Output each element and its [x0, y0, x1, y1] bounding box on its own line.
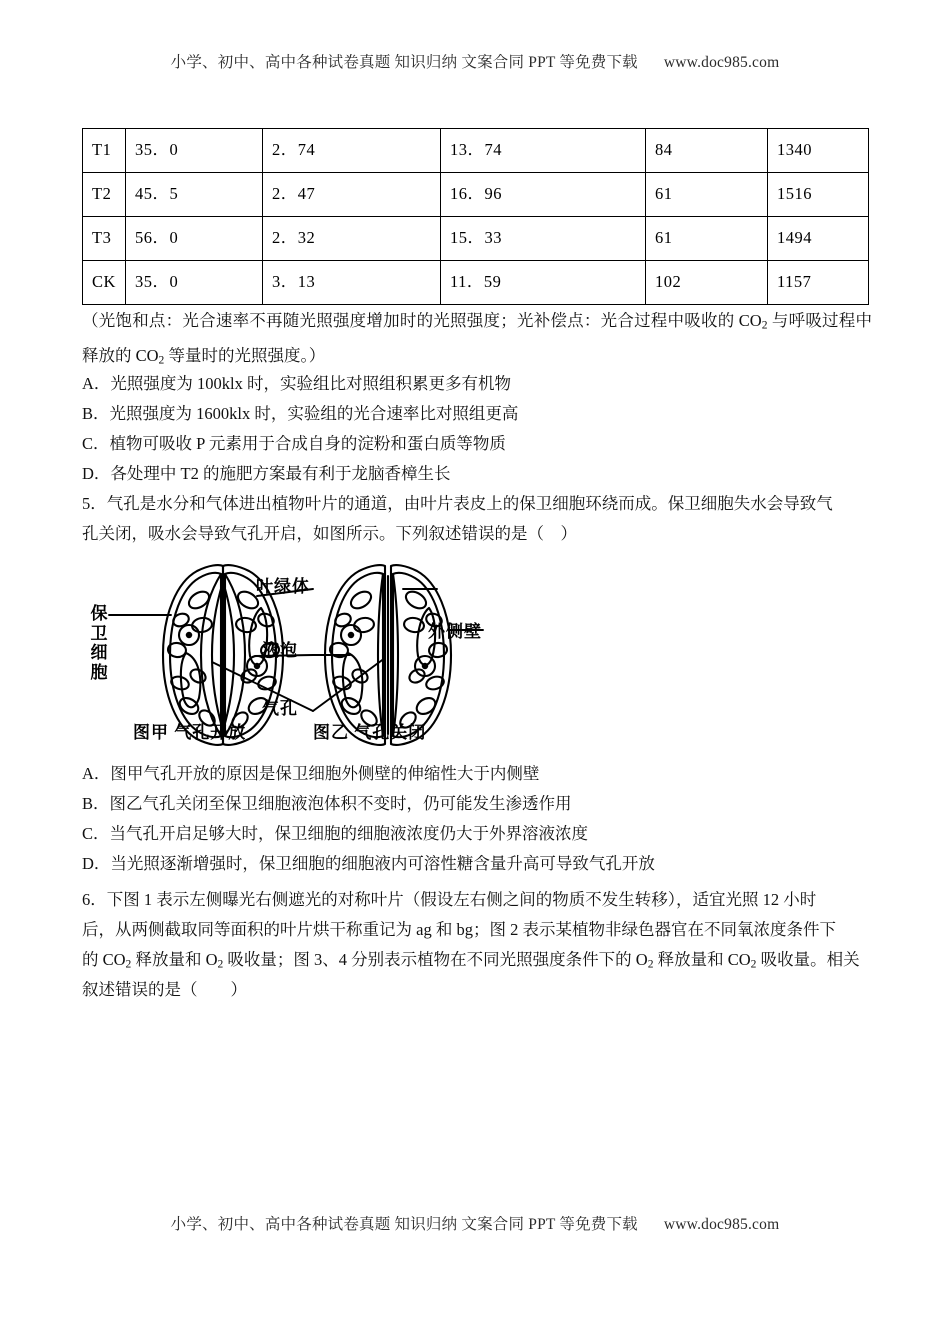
cell-value-2: 2．74 — [263, 129, 441, 173]
cell-treatment: T1 — [83, 129, 126, 173]
note-line-1: （光饱和点：光合速率不再随光照强度增加时的光照强度；光补偿点：光合过程中吸收的 CO — [82, 311, 762, 330]
q6-sub-3: 2 — [647, 958, 654, 971]
cell-value-5: 1516 — [768, 173, 869, 217]
note-sub-2: 2 — [158, 354, 165, 367]
label-chloroplast: 叶绿体 — [256, 577, 310, 596]
label-vacuole: 液泡 — [262, 641, 298, 660]
footer-watermark-text: 小学、初中、高中各种试卷真题 知识归纳 文案合同 PPT 等免费下载 — [170, 1216, 638, 1233]
label-outer-wall: 外侧壁 — [428, 622, 482, 641]
table-row — [83, 173, 869, 217]
cell-value-2: 2．47 — [263, 173, 441, 217]
cell-value-5: 1157 — [768, 261, 869, 305]
cell-value-4: 61 — [646, 217, 768, 261]
cell-value-5: 1340 — [768, 129, 869, 173]
q6-line3-part-b: 释放量和 O — [131, 950, 218, 969]
cell-value-3: 13．74 — [441, 129, 646, 173]
cell-value-1: 35．0 — [126, 261, 263, 305]
header-watermark — [0, 50, 950, 72]
q6-sub-4: 2 — [750, 958, 757, 971]
table-body — [83, 129, 869, 305]
q5-stem-line-1: 5．气孔是水分和气体进出植物叶片的通道，由叶片表皮上的保卫细胞环绕而成。保卫细胞失水会导致气 — [82, 494, 833, 513]
cell-value-3: 15．33 — [441, 217, 646, 261]
q4-option-b: B．光照强度为 1600klx 时，实验组的光合速率比对照组更高 — [82, 404, 519, 423]
q6-stem-line-2: 后，从两侧截取同等面积的叶片烘干称重记为 ag 和 bg；图 2 表示某植物非绿色器官在不同氧浓度条件下 — [82, 920, 836, 939]
footer-watermark — [0, 1212, 950, 1234]
cell-value-1: 35．0 — [126, 129, 263, 173]
cell-value-4: 61 — [646, 173, 768, 217]
figure-caption-right: 图乙 气孔关闭 — [313, 723, 427, 742]
figure-caption-left: 图甲 气孔开放 — [133, 723, 247, 742]
q6-stem-line-1: 6．下图 1 表示左侧曝光右侧遮光的对称叶片（假设左右侧之间的物质不发生转移），适宜光照 12 小时 — [82, 890, 817, 909]
q6-line3-part-e: 吸收量。相关 — [756, 950, 860, 969]
footer-watermark-url: www.doc985.com — [663, 1216, 780, 1233]
cell-value-1: 45．5 — [126, 173, 263, 217]
label-guard-cell: 保卫细胞 — [90, 604, 108, 682]
q6-sub-2: 2 — [217, 958, 224, 971]
cell-value-1: 56．0 — [126, 217, 263, 261]
q6-sub-1: 2 — [125, 958, 132, 971]
cell-value-4: 84 — [646, 129, 768, 173]
q5-option-a: A．图甲气孔开放的原因是保卫细胞外侧壁的伸缩性大于内侧壁 — [82, 764, 540, 783]
q4-option-c: C．植物可吸收 P 元素用于合成自身的淀粉和蛋白质等物质 — [82, 434, 506, 453]
label-stoma: 气孔 — [262, 699, 298, 718]
cell-value-2: 3．13 — [263, 261, 441, 305]
cell-treatment: T3 — [83, 217, 126, 261]
table-row — [83, 261, 869, 305]
cell-value-3: 11．59 — [441, 261, 646, 305]
cell-treatment: T2 — [83, 173, 126, 217]
note-line-2-end: 等量时的光照强度。） — [164, 345, 326, 365]
q5-option-b: B．图乙气孔关闭至保卫细胞液泡体积不变时，仍可能发生渗透作用 — [82, 794, 572, 813]
header-watermark-text: 小学、初中、高中各种试卷真题 知识归纳 文案合同 PPT 等免费下载 — [170, 54, 638, 71]
q5-option-d: D．当光照逐渐增强时，保卫细胞的细胞液内可溶性糖含量升高可导致气孔开放 — [82, 854, 655, 873]
note-sub-1: 2 — [761, 319, 768, 332]
cell-value-2: 2．32 — [263, 217, 441, 261]
q6-line3-part-c: 吸收量；图 3、4 分别表示植物在不同光照强度条件下的 O — [223, 950, 648, 969]
q6-line3-part-a: 的 CO — [82, 950, 126, 969]
q6-stem-line-4: 叙述错误的是（ ） — [82, 980, 247, 999]
cell-value-4: 102 — [646, 261, 768, 305]
table-row — [83, 129, 869, 173]
cell-value-3: 16．96 — [441, 173, 646, 217]
q4-option-a: A．光照强度为 100klx 时，实验组比对照组积累更多有机物 — [82, 374, 511, 393]
q6-line3-part-d: 释放量和 CO — [653, 950, 751, 969]
table-row — [83, 217, 869, 261]
experiment-data-table — [82, 128, 869, 305]
header-watermark-url: www.doc985.com — [663, 54, 780, 71]
q4-option-d: D．各处理中 T2 的施肥方案最有利于龙脑香樟生长 — [82, 464, 451, 483]
table-note — [82, 306, 872, 375]
note-line-2-start: 中释放的 CO — [82, 311, 873, 365]
cell-value-5: 1494 — [768, 217, 869, 261]
cell-treatment: CK — [83, 261, 126, 305]
q5-option-c: C．当气孔开启足够大时，保卫细胞的细胞液浓度仍大于外界溶液浓度 — [82, 824, 589, 843]
note-line-1-end: 与呼吸过程 — [767, 311, 856, 330]
q5-stem-line-2: 孔关闭，吸水会导致气孔开启，如图所示。下列叙述错误的是（ ） — [82, 524, 577, 543]
